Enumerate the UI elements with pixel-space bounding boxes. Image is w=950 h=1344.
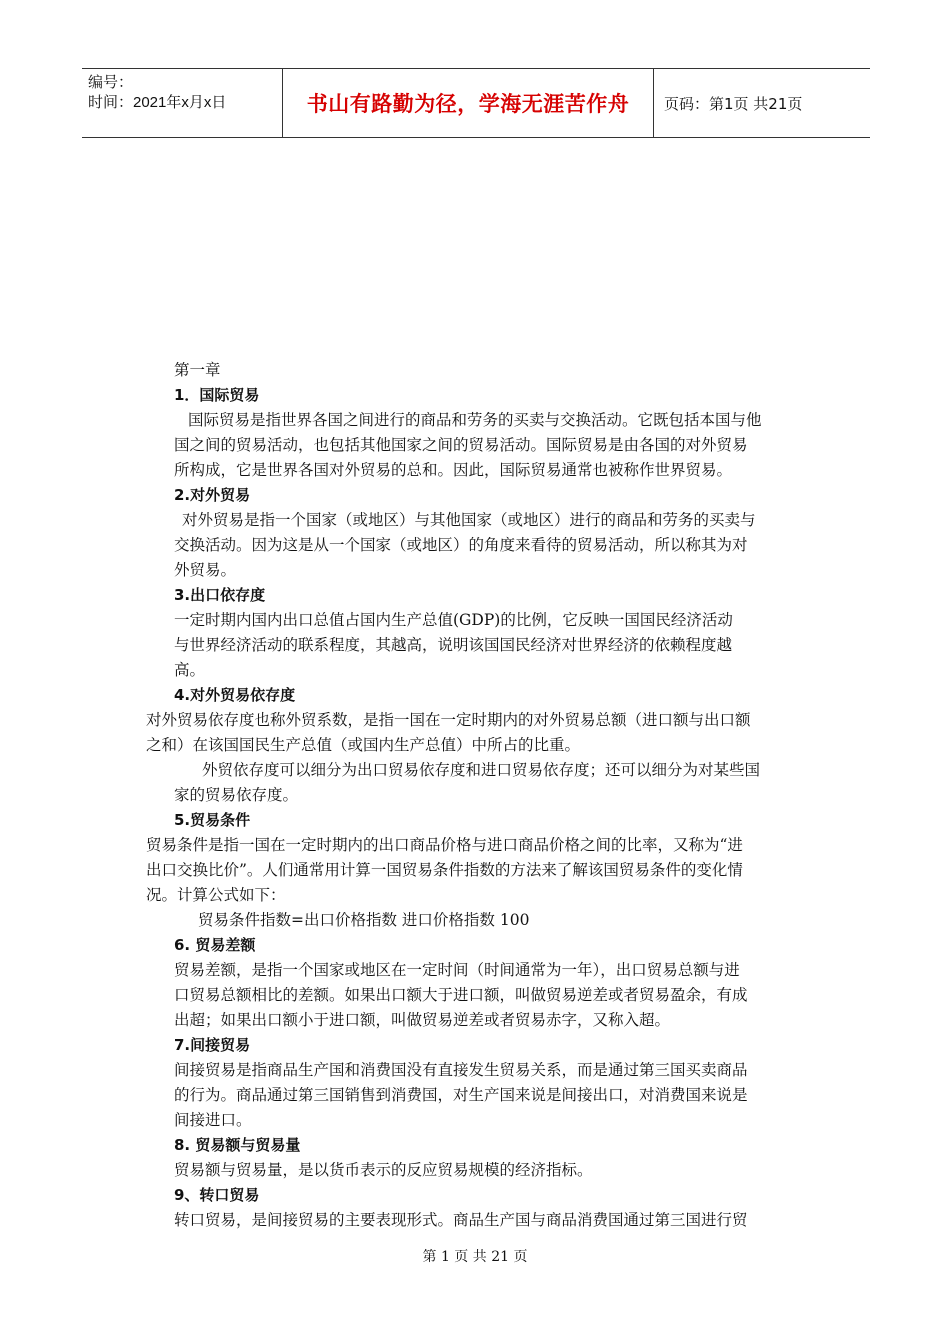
header-motto-cell (282, 69, 654, 137)
body-text-line: 高。 (174, 661, 206, 679)
section-heading: 3.出口依存度 (174, 586, 266, 604)
section-heading: 9、转口贸易 (174, 1186, 260, 1204)
body-text-line: 交换活动。因为这是从一个国家（或地区）的角度来看待的贸易活动，所以称其为对 (174, 536, 748, 554)
body-text-line: 与世界经济活动的联系程度，其越高，说明该国国民经济对世界经济的依赖程度越 (174, 636, 733, 654)
page-footer: 第 1 页 共 21 页 (422, 1249, 528, 1265)
body-text-line: 对外贸易是指一个国家（或地区）与其他国家（或地区）进行的商品和劳务的买卖与 (182, 511, 756, 529)
body-text-line: 第一章 (174, 361, 221, 379)
body-text-line: 国际贸易是指世界各国之间进行的商品和劳务的买卖与交换活动。它既包括本国与他 (188, 411, 762, 429)
number-label: 编号： (88, 74, 134, 91)
body-text-line: 家的贸易依存度。 (174, 786, 299, 804)
body-text-line: 转口贸易，是间接贸易的主要表现形式。商品生产国与商品消费国通过第三国进行贸 (174, 1211, 748, 1229)
body-text-line: 国之间的贸易活动，也包括其他国家之间的贸易活动。国际贸易是由各国的对外贸易 (174, 436, 748, 454)
section-heading: 2.对外贸易 (174, 486, 251, 504)
time-label: 时间：2021年x月x日 (88, 94, 227, 111)
body-text-line: 况。计算公式如下： (146, 886, 286, 904)
body-text-line: 间接进口。 (174, 1111, 252, 1129)
section-heading: 4.对外贸易依存度 (174, 686, 296, 704)
header-page-info: 页码：第1页 共21页 (664, 94, 803, 113)
body-text-line: 之和）在该国国民生产总值（或国内生产总值）中所占的比重。 (146, 736, 581, 754)
section-heading: 1．国际贸易 (174, 386, 260, 404)
body-text-line: 出超；如果出口额小于进口额，叫做贸易逆差或者贸易赤字，又称入超。 (174, 1011, 671, 1029)
body-text-line: 间接贸易是指商品生产国和消费国没有直接发生贸易关系，而是通过第三国买卖商品 (174, 1061, 748, 1079)
body-text-line: 所构成，它是世界各国对外贸易的总和。因此，国际贸易通常也被称作世界贸易。 (174, 461, 733, 479)
motto-text: 书山有路勤为径，学海无涯苦作舟 (306, 92, 630, 116)
section-heading: 7.间接贸易 (174, 1036, 251, 1054)
body-text-line: 口贸易总额相比的差额。如果出口额大于进口额，叫做贸易逆差或者贸易盈余，有成 (174, 986, 748, 1004)
body-text-line: 外贸易。 (174, 561, 237, 579)
body-text-line: 贸易条件是指一国在一定时期内的出口商品价格与进口商品价格之间的比率，又称为“进 (146, 836, 743, 854)
body-text-line: 一定时期内国内出口总值占国内生产总值(GDP)的比例，它反映一国国民经济活动 (174, 611, 733, 629)
body-text-line: 贸易差额，是指一个国家或地区在一定时间（时间通常为一年），出口贸易总额与进 (174, 961, 740, 979)
body-text-line: 的行为。商品通过第三国销售到消费国，对生产国来说是间接出口，对消费国来说是 (174, 1086, 748, 1104)
section-heading: 5.贸易条件 (174, 811, 251, 829)
body-text-line: 贸易额与贸易量，是以货币表示的反应贸易规模的经济指标。 (174, 1161, 593, 1179)
body-text-line: 出口交换比价”。人们通常用计算一国贸易条件指数的方法来了解该国贸易条件的变化情 (146, 861, 743, 879)
header-table (82, 68, 870, 138)
body-text-line: 对外贸易依存度也称外贸系数，是指一国在一定时期内的对外贸易总额（进口额与出口额 (146, 711, 751, 729)
section-heading: 6. 贸易差额 (174, 936, 256, 954)
body-text-line: 外贸依存度可以细分为出口贸易依存度和进口贸易依存度；还可以细分为对某些国 (202, 761, 761, 779)
section-heading: 8. 贸易额与贸易量 (174, 1136, 301, 1154)
body-text-line: 贸易条件指数=出口价格指数 进口价格指数 100 (198, 911, 530, 929)
header-meta (82, 69, 282, 137)
